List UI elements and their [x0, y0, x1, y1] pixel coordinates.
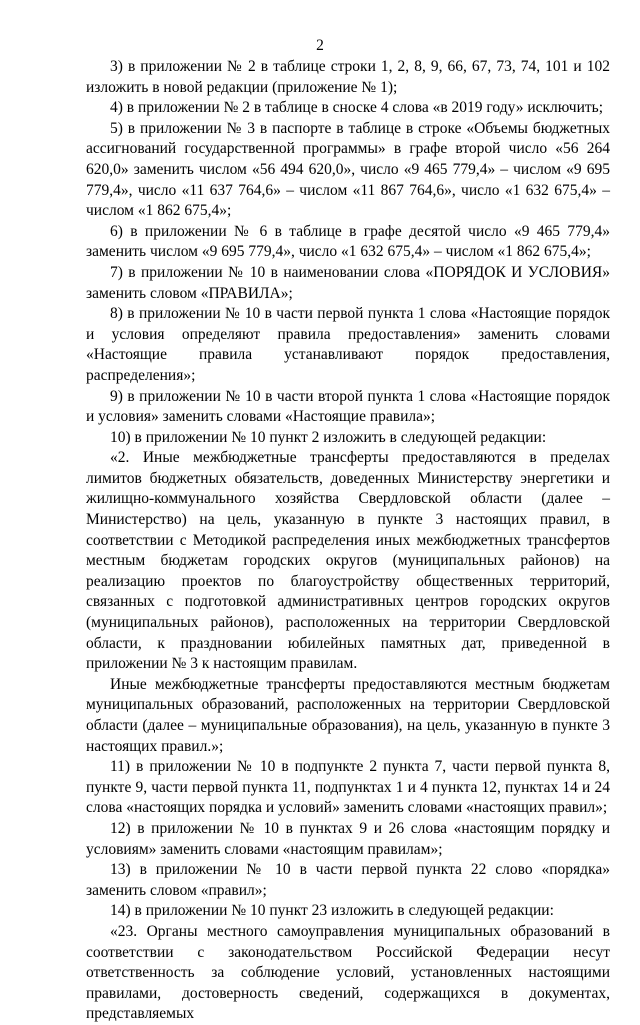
paragraph-item-6: 6) в приложении № 6 в таблице в графе десятой число «9 465 779,4» заменить числом «9 695 779,4», число «1 632 675,4» – числом «1 862 675,4»;: [86, 222, 610, 261]
paragraph-item-9: 9) в приложении № 10 в части второй пункта 1 слова «Настоящие порядок и условия» заменить словами «Настоящие правила»;: [86, 387, 610, 426]
paragraph-item-5: 5) в приложении № 3 в паспорте в таблице в строке «Объемы бюджетных ассигнований государственной программы» в графе второй число «56 264 620,0» заменить числом «56 494 620,0», число «9 465 779,4» – числом «9 695 779,4», число «11 637 764,6» – числом «11 867 764,6», число «1 632 675,4» – числом «1 862 675,4»;: [86, 119, 610, 220]
paragraph-item-14: 14) в приложении № 10 пункт 23 изложить в следующей редакции:: [110, 902, 554, 920]
paragraph-item-13: 13) в приложении № 10 в части первой пункта 22 слово «порядка» заменить словом «правил»;: [86, 861, 610, 899]
document-body: [86, 57, 610, 1025]
paragraph-item-8: 8) в приложении № 10 в части первой пункта 1 слова «Настоящие порядок и условия определяют правила предоставления» заменить словами «Настоящие правила устанавливают порядок предоставления, распределения»;: [86, 305, 610, 384]
page-number: 2: [316, 37, 324, 54]
paragraph-item-12: 12) в приложении № 10 в пунктах 9 и 26 слова «настоящим порядку и условиям» заменить словами «настоящим правилам»;: [86, 819, 610, 858]
paragraph-item-10: 10) в приложении № 10 пункт 2 изложить в следующей редакции:: [110, 428, 547, 446]
quoted-paragraph-2: «2. Иные межбюджетные трансферты предоставляются в пределах лимитов бюджетных обязательств, доведенных Министерству энергетики и жилищно-коммунального хозяйства Свердловской области (далее – Министерство) на цель, указанную в пункте 3 настоящих правил, в соответствии с Методикой распределения иных межбюджетных трансфертов местным бюджетам городских округов (муниципальных районов) на реализацию проектов по благоустройству общественных территорий, связанных с подготовкой административных центров городских округов (муниципальных районов), расположенных на территории Свердловской области, к праздновании юбилейных памятных дат, приведенной в приложении № 3 к настоящим правилам.: [86, 449, 610, 673]
paragraph-item-7: 7) в приложении № 10 в наименовании слова «ПОРЯДОК И УСЛОВИЯ» заменить словом «ПРАВИЛА»;: [86, 263, 610, 302]
paragraph-item-4: 4) в приложении № 2 в таблице в сноске 4 слова «в 2019 году» исключить;: [110, 99, 604, 117]
quoted-paragraph-2-continued: Иные межбюджетные трансферты предоставляются местным бюджетам муниципальных образований, расположенных на территории Свердловской области (далее – муниципальные образования), на цель, указанную в пункте 3 настоящих правил.»;: [86, 675, 610, 755]
paragraph-item-11: 11) в приложении № 10 в подпункте 2 пункта 7, части первой пункта 8, пункте 9, части первой пункта 11, подпунктах 1 и 4 пункта 12, пунктах 14 и 24 слова «настоящих порядка и условий» заменить словами «настоящих правил»;: [86, 758, 610, 817]
paragraph-item-3: 3) в приложении № 2 в таблице строки 1, 2, 8, 9, 66, 67, 73, 74, 101 и 102 изложить в новой редакции (приложение № 1);: [86, 58, 610, 96]
quoted-paragraph-23: «23. Органы местного самоуправления муниципальных образований в соответствии с законодательством Российской Федерации несут ответственность за соблюдение условий, установленных настоящими правилами, достоверность сведений, содержащихся в документах, представляемых: [86, 922, 610, 1023]
